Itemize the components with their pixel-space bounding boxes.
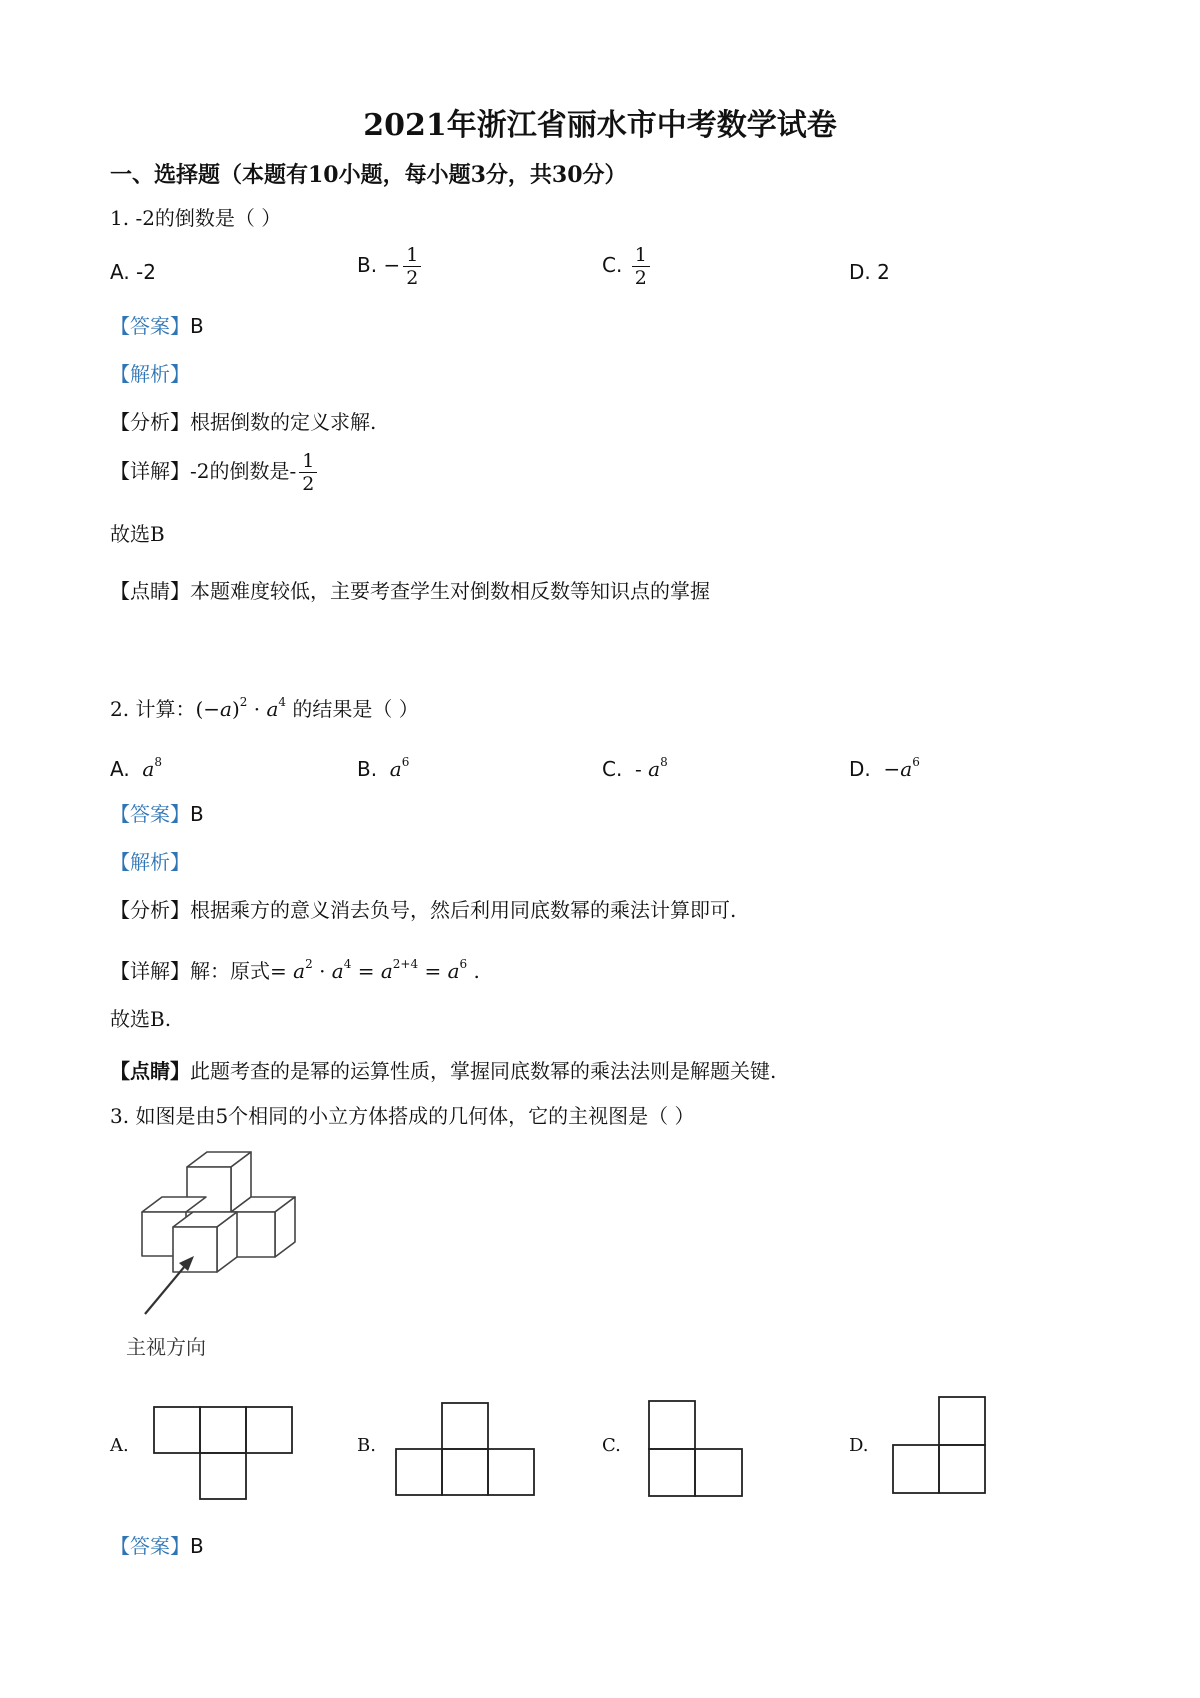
var-a: a — [648, 757, 661, 781]
q1-option-b-label: B. — [357, 253, 378, 277]
q2-option-b — [357, 748, 409, 783]
q1-detail-fraction — [299, 450, 317, 495]
square — [893, 1445, 939, 1493]
q3-stem: 3. 如图是由5个相同的小立方体搭成的几何体，它的主视图是（ ） — [110, 1104, 695, 1128]
square — [154, 1407, 200, 1453]
equals-sign: = — [357, 959, 375, 983]
fenxi-tag: 【分析】 — [110, 410, 190, 434]
var-a: a — [331, 959, 344, 983]
square — [200, 1407, 246, 1453]
q1-fenxi-text: 根据倒数的定义求解. — [190, 410, 377, 434]
q2-detail — [110, 950, 480, 985]
q2-conclusion: 故选B. — [110, 1007, 172, 1031]
comment-tag: 【点睛】 — [110, 1059, 190, 1083]
q1-option-c-fraction — [632, 244, 650, 289]
fraction-denominator: 2 — [302, 473, 315, 495]
q1-comment — [110, 577, 710, 605]
q1-stem: 1. -2的倒数是（ ） — [110, 206, 282, 230]
q3-answer — [110, 1532, 204, 1560]
q3-option-b-figure — [395, 1402, 537, 1498]
fenxi-tag: 【分析】 — [110, 898, 190, 922]
dot-operator: · — [319, 959, 326, 983]
q2-answer — [110, 800, 204, 828]
q2-comment-text: 此题考查的是幂的运算性质，掌握同底数幂的乘法法则是解题关键. — [190, 1059, 777, 1083]
q2-stem-suffix: 的结果是（ ） — [292, 697, 419, 721]
detail-tag: 【详解】 — [110, 459, 190, 483]
square — [396, 1449, 442, 1495]
q1-option-c — [602, 244, 653, 289]
equals-sign: = — [424, 959, 442, 983]
q2-answer-value: B — [190, 802, 204, 826]
q3-option-d-figure — [892, 1396, 992, 1496]
dot-operator: · — [253, 697, 261, 721]
q1-answer — [110, 312, 204, 340]
q2-stem-expression — [195, 697, 286, 721]
q1-detail-text: -2的倒数是- — [190, 459, 297, 483]
exponent: 8 — [154, 755, 162, 769]
q3-option-d-label: D. — [849, 1435, 869, 1456]
q2-detail-expression — [270, 959, 480, 983]
q3-option-c-label: C. — [602, 1435, 621, 1456]
q2-analysis-tag: 【解析】 — [110, 850, 190, 874]
q3-option-b-label: B. — [357, 1435, 376, 1456]
section-heading: 一、选择题（本题有10小题，每小题3分，共30分） — [110, 162, 627, 188]
exponent: 4 — [278, 695, 287, 709]
q3-answer-value: B — [190, 1534, 204, 1558]
fraction-numerator: 1 — [299, 450, 317, 473]
q1-analysis-tag: 【解析】 — [110, 362, 190, 386]
q2-option-d — [849, 748, 920, 783]
exponent: 8 — [660, 755, 668, 769]
q3-option-a-label: A. — [110, 1435, 129, 1456]
square — [200, 1453, 246, 1499]
square — [442, 1449, 488, 1495]
q1-option-b-fraction — [403, 244, 421, 289]
q1-option-c-label: C. — [602, 253, 623, 277]
square — [488, 1449, 534, 1495]
answer-tag: 【答案】 — [110, 802, 190, 826]
exponent: 4 — [343, 957, 352, 971]
q1-option-b-sign: − — [383, 253, 401, 277]
q1-fenxi — [110, 408, 376, 436]
fraction-numerator: 1 — [632, 244, 650, 267]
comment-tag: 【点睛】 — [110, 579, 190, 603]
square — [649, 1401, 695, 1449]
q2-option-d-label: D. — [849, 757, 871, 781]
q2-stem — [110, 688, 419, 723]
var-a: a — [220, 697, 232, 721]
exponent: 2 — [305, 957, 313, 971]
q2-comment — [110, 1057, 776, 1085]
q1-conclusion: 故选B — [110, 522, 165, 546]
square — [246, 1407, 292, 1453]
page-title: 2021年浙江省丽水市中考数学试卷 — [363, 108, 837, 143]
q1-option-d-value: 2 — [877, 260, 890, 284]
q1-option-d-label: D. — [849, 260, 871, 284]
square — [442, 1403, 488, 1449]
cube-figure — [125, 1150, 325, 1350]
exponent: 2 — [239, 695, 248, 709]
q3-option-a-figure — [153, 1406, 295, 1502]
q1-option-a-label: A. — [110, 260, 130, 284]
square — [939, 1445, 985, 1493]
answer-tag: 【答案】 — [110, 314, 190, 338]
minus-sign: − — [883, 757, 901, 781]
q2-option-b-label: B. — [357, 757, 378, 781]
q3-option-c-figure — [648, 1400, 748, 1498]
fraction-denominator: 2 — [406, 267, 419, 289]
var-a: a — [142, 757, 155, 781]
q1-option-b — [357, 244, 424, 289]
answer-tag: 【答案】 — [110, 1534, 190, 1558]
q2-option-a — [110, 748, 162, 783]
q2-option-a-label: A. — [110, 757, 130, 781]
equals-sign: = — [270, 959, 287, 983]
view-direction-label: 主视方向 — [126, 1335, 206, 1359]
var-a: a — [900, 757, 913, 781]
var-a: a — [266, 697, 279, 721]
q1-option-d — [849, 258, 890, 286]
fraction-denominator: 2 — [634, 267, 647, 289]
view-direction-arrow — [145, 1266, 185, 1314]
q2-detail-text: 解：原式 — [190, 959, 270, 983]
cube-front-face — [173, 1227, 217, 1272]
q1-answer-value: B — [190, 314, 204, 338]
q2-stem-prefix: 2. 计算： — [110, 697, 196, 721]
q2-option-c — [602, 748, 668, 783]
detail-tag: 【详解】 — [110, 959, 190, 983]
fraction-numerator: 1 — [403, 244, 421, 267]
q2-fenxi — [110, 896, 736, 924]
minus-sign: - — [635, 757, 642, 781]
var-a: a — [447, 959, 460, 983]
exponent: 6 — [401, 755, 410, 769]
exponent: 6 — [912, 755, 920, 769]
var-a: a — [293, 959, 306, 983]
q1-detail — [110, 450, 320, 495]
q1-comment-text: 本题难度较低，主要考查学生对倒数相反数等知识点的掌握 — [190, 579, 710, 603]
q2-option-c-label: C. — [602, 757, 623, 781]
q2-fenxi-text: 根据乘方的意义消去负号，然后利用同底数幂的乘法计算即可. — [190, 898, 737, 922]
exponent: 6 — [459, 957, 468, 971]
paren-close: ) — [231, 697, 240, 721]
var-a: a — [389, 757, 402, 781]
square — [649, 1449, 695, 1496]
square — [939, 1397, 985, 1445]
exponent: 2+4 — [392, 957, 419, 971]
q1-option-a — [110, 258, 156, 286]
q1-option-a-value: -2 — [136, 260, 156, 284]
var-a: a — [380, 959, 393, 983]
paren-open: (− — [195, 697, 221, 721]
period: . — [473, 959, 480, 983]
square — [695, 1449, 742, 1496]
